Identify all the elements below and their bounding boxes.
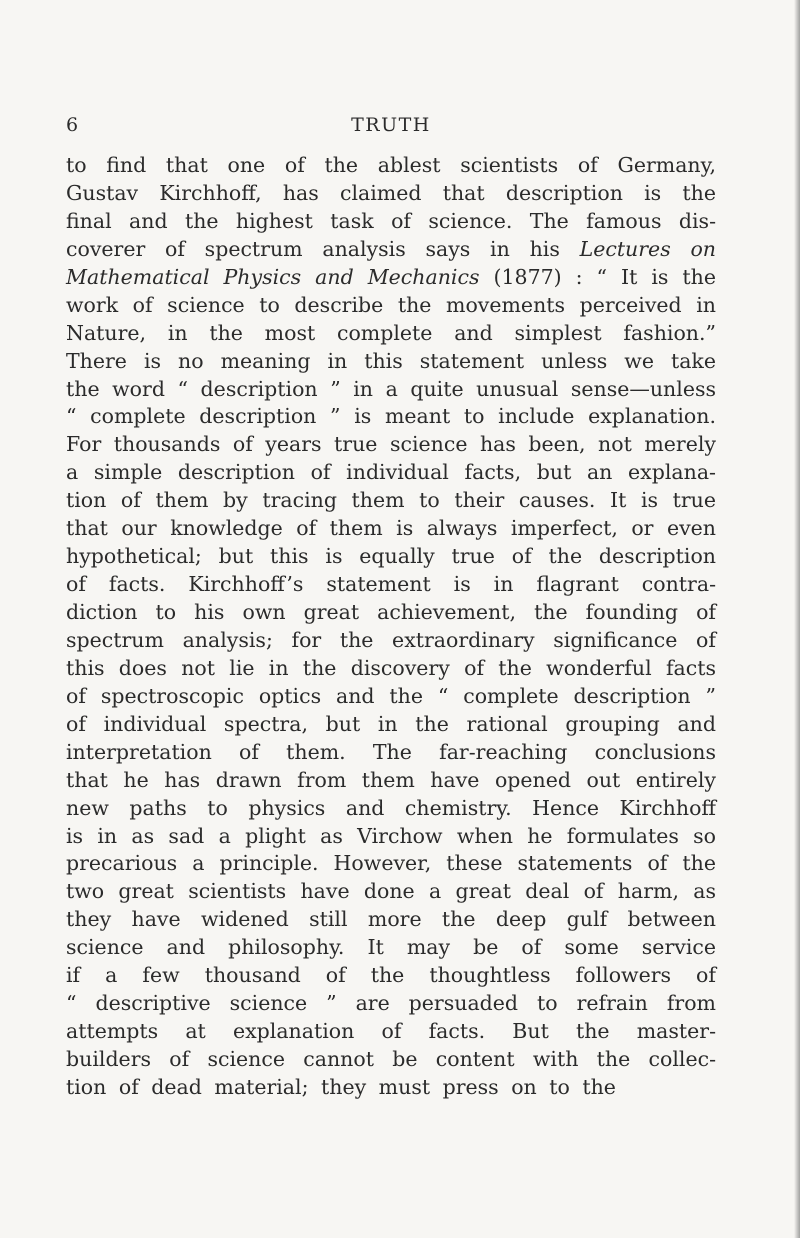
text-line: interpretation of them. The far-reaching conclusions (66, 739, 716, 764)
text-line: a simple description of individual facts, but an explana- (66, 460, 716, 485)
running-head: TRUTH (351, 114, 431, 136)
text-line: There is no meaning in this statement unless we take (66, 348, 716, 373)
text-line: work of science to describe the movements perceived in (66, 292, 716, 317)
text-line: they have widened still more the deep gulf between (66, 907, 716, 932)
text-line: attempts at explanation of facts. But the master- (66, 1019, 716, 1044)
text-line: of spectroscopic optics and the “ complete description ” (66, 683, 716, 708)
text-line: two great scientists have done a great deal of harm, as (66, 879, 716, 904)
text-line: new paths to physics and chemistry. Hence Kirchhoff (66, 795, 716, 820)
text-line: to find that one of the ablest scientists of Germany, (66, 153, 716, 177)
text-line: is in as sad a plight as Virchow when he formulates so (66, 823, 716, 848)
text-line (66, 264, 716, 292)
text-line: that our knowledge of them is always imperfect, or even (66, 516, 716, 541)
page-edge-shadow (794, 0, 800, 1238)
page-header (66, 114, 716, 144)
text-line: diction to his own great achievement, the founding of (66, 600, 716, 624)
italic-title: Mathematical Physics and Mechanics (66, 264, 480, 289)
text-segment: (1877) : “ It is the (479, 264, 716, 289)
text-line: tion of them by tracing them to their causes. It is true (66, 488, 716, 513)
page-number: 6 (66, 114, 79, 136)
text-line: if a few thousand of the thoughtless followers of (66, 963, 716, 988)
text-line: precarious a principle. However, these statements of the (66, 851, 716, 876)
body-paragraph (66, 152, 716, 1102)
text-line (66, 236, 716, 264)
text-line: “ descriptive science ” are persuaded to refrain from (66, 991, 716, 1016)
text-line: hypothetical; but this is equally true of the description (66, 544, 716, 569)
text-line: builders of science cannot be content with the collec- (66, 1047, 716, 1071)
text-segment: coverer of spectrum analysis says in his (66, 236, 580, 261)
text-line: Nature, in the most complete and simplest fashion.” (66, 320, 716, 345)
text-line: of individual spectra, but in the rational grouping and (66, 711, 716, 736)
text-line: the word “ description ” in a quite unusual sense—unless (66, 376, 716, 401)
text-line: “ complete description ” is meant to include explanation. (66, 404, 716, 429)
italic-title: Lectures on (579, 236, 716, 261)
text-line: spectrum analysis; for the extraordinary significance of (66, 627, 716, 652)
text-line: tion of dead material; they must press on to the (66, 1074, 616, 1099)
text-line: final and the highest task of science. The famous dis- (66, 208, 716, 233)
text-line: of facts. Kirchhoff’s statement is in flagrant contra- (66, 572, 716, 597)
text-line: this does not lie in the discovery of the wonderful facts (66, 655, 716, 680)
text-line: that he has drawn from them have opened out entirely (66, 767, 716, 792)
text-line: For thousands of years true science has been, not merely (66, 432, 716, 457)
text-line: science and philosophy. It may be of some service (66, 935, 716, 960)
text-line: Gustav Kirchhoff, has claimed that description is the (66, 180, 716, 205)
